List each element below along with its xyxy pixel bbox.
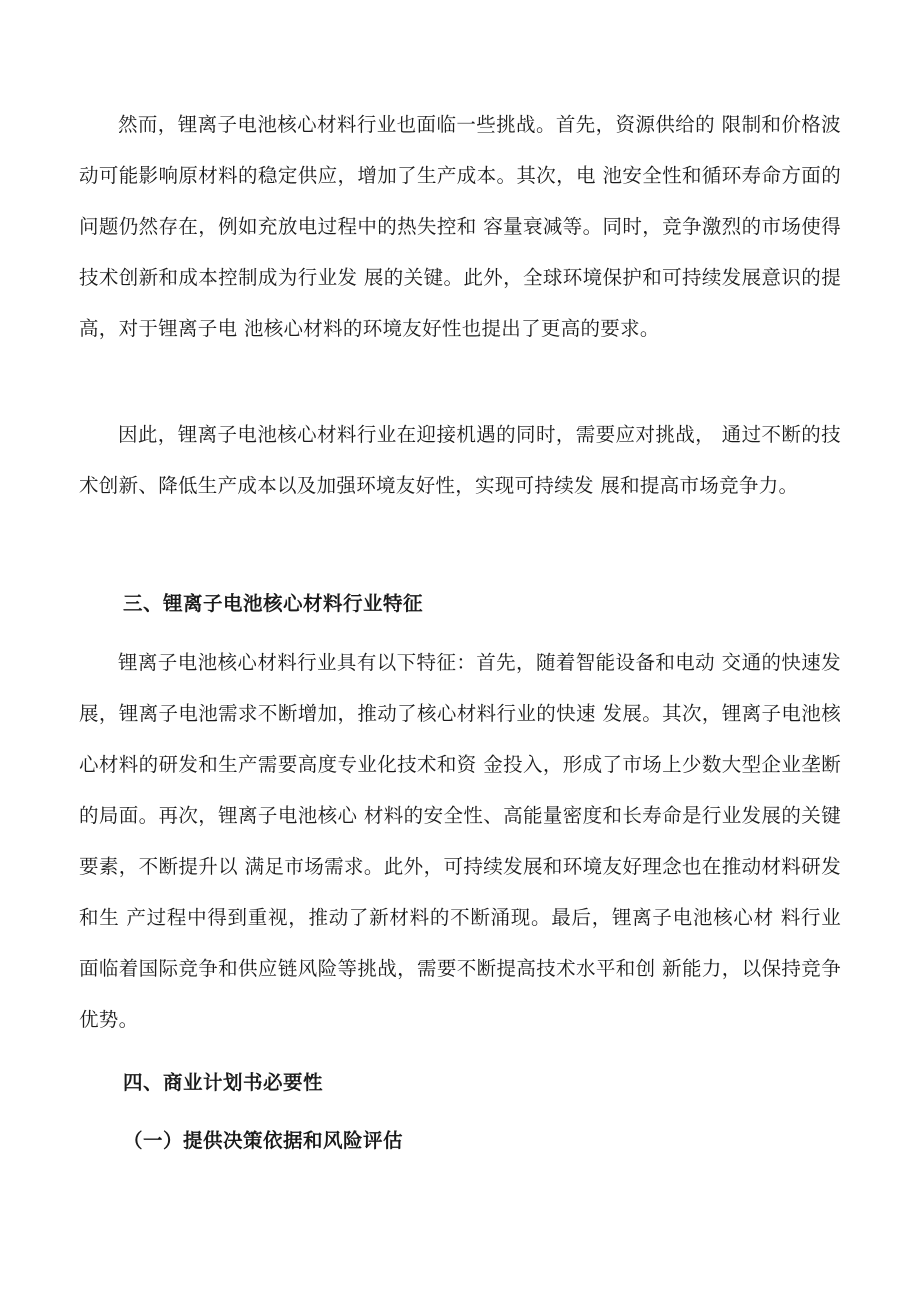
paragraph-conclusion: 因此，锂离子电池核心材料行业在迎接机遇的同时，需要应对挑战， 通过不断的技术创新、降低生产成本以及加强环境友好性，实现可持续发 展和提高市场竞争力。 xyxy=(79,423,841,497)
subsection-heading-decision-basis: （一）提供决策依据和风险评估 xyxy=(123,1129,404,1152)
paragraph-challenges: 然而，锂离子电池核心材料行业也面临一些挑战。首先，资源供给的 限制和价格波动可能影响原材料的稳定供应，增加了生产成本。其次，电 池安全性和循环寿命方面的问题仍然存在，例如充放电过程中的热失控和 容量衰减等。同时，竞争激烈的市场使得技术创新和成本控制成为行业发 展的关键。此外，全球环境保护和可持续发展意识的提高，对于锂离子电 池核心材料的环境友好性也提出了更高的要求。 xyxy=(79,113,841,340)
paragraph-industry-features: 锂离子电池核心材料行业具有以下特征：首先，随着智能设备和电动 交通的快速发展，锂离子电池需求不断增加，推动了核心材料行业的快速 发展。其次，锂离子电池核心材料的研发和生产需要高度专业化技术和资 金投入，形成了市场上少数大型企业垄断的局面。再次，锂离子电池核心 材料的安全性、高能量密度和长寿命是行业发展的关键要素，不断提升以 满足市场需求。此外，可持续发展和环境友好理念也在推动材料研发和生 产过程中得到重视，推动了新材料的不断涌现。最后，锂离子电池核心材 料行业面临着国际竞争和供应链风险等挑战，需要不断提高技术水平和创 新能力，以保持竞争优势。 xyxy=(79,651,841,1031)
section-heading-industry-features: 三、锂离子电池核心材料行业特征 xyxy=(123,592,424,615)
section-heading-business-plan-necessity: 四、商业计划书必要性 xyxy=(123,1071,324,1094)
